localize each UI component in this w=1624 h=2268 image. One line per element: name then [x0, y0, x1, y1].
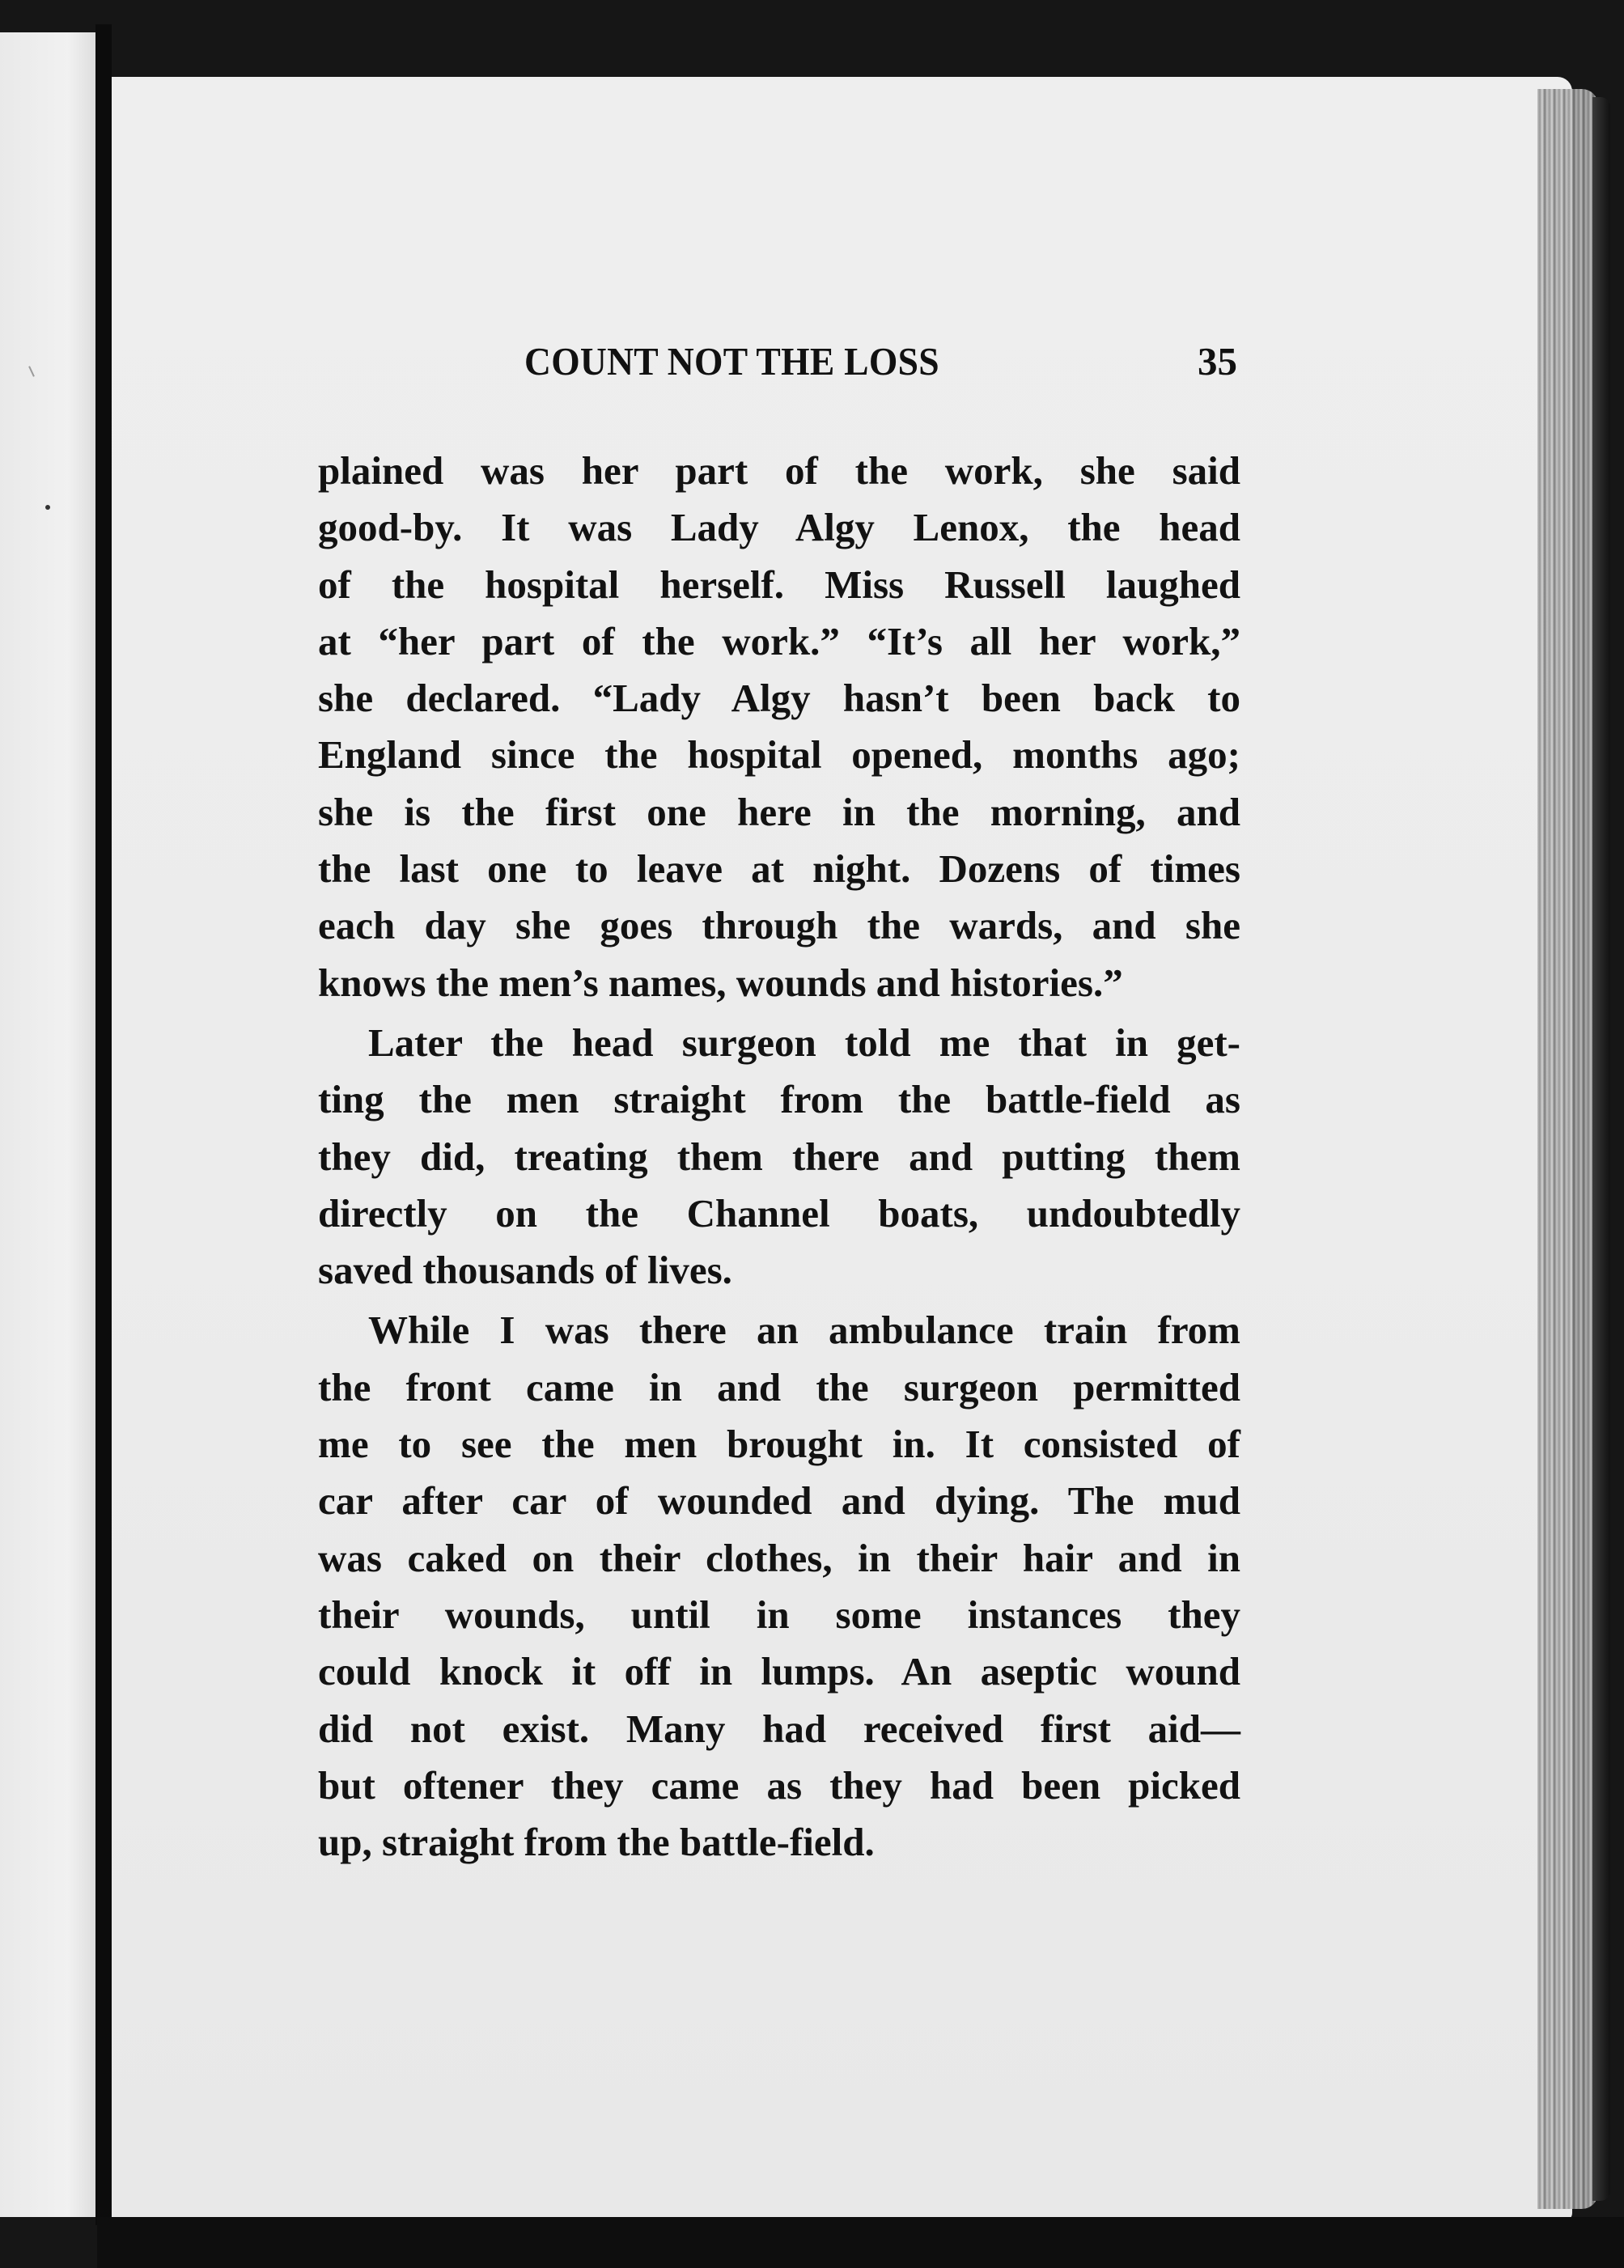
- text-line: did not exist. Many had received first aid—: [318, 1706, 1240, 1751]
- text-line: good-by. It was Lady Algy Lenox, the head: [318, 505, 1240, 550]
- page-block-edge: [1537, 89, 1598, 2209]
- text-line: they did, treating them there and putting them: [318, 1134, 1240, 1179]
- page-header: [524, 338, 1253, 395]
- text-line: ting the men straight from the battle-field as: [318, 1077, 1240, 1122]
- paragraph: [318, 1302, 1240, 1871]
- text-line: saved thousands of lives.: [318, 1248, 732, 1293]
- book-cover-edge: [1592, 97, 1610, 2201]
- text-line: was caked on their clothes, in their hair and in: [318, 1535, 1240, 1580]
- body-text: [318, 443, 1240, 1871]
- text-line: but oftener they came as they had been picked: [318, 1762, 1240, 1808]
- text-line: she declared. “Lady Algy hasn’t been back to: [318, 676, 1240, 721]
- text-line: of the hospital herself. Miss Russell laughed: [318, 562, 1240, 607]
- text-line: at “her part of the work.” “It’s all her work,”: [318, 618, 1240, 663]
- text-line: up, straight from the battle-field.: [318, 1820, 875, 1865]
- text-line: car after car of wounded and dying. The mud: [318, 1478, 1240, 1524]
- text-line: England since the hospital opened, months ago;: [318, 732, 1240, 778]
- book-gutter: [95, 24, 112, 2225]
- text-line: knows the men’s names, wounds and histories.”: [318, 960, 1123, 1005]
- text-line: directly on the Channel boats, undoubtedly: [318, 1190, 1240, 1236]
- scan-background-bottom: [97, 2217, 1624, 2268]
- paragraph: [318, 1015, 1240, 1299]
- facing-page-edge: [0, 32, 97, 2217]
- text-line: While I was there an ambulance train from: [368, 1308, 1240, 1353]
- text-line: the last one to leave at night. Dozens of times: [318, 846, 1240, 892]
- page-number: 35: [1198, 339, 1237, 384]
- text-line: their wounds, until in some instances they: [318, 1592, 1240, 1637]
- text-line: Later the head surgeon told me that in get-: [368, 1020, 1240, 1065]
- text-line: the front came in and the surgeon permitted: [318, 1364, 1240, 1410]
- text-line: me to see the men brought in. It consisted of: [318, 1422, 1240, 1467]
- running-head: COUNT NOT THE LOSS: [524, 339, 939, 384]
- scan-speck: [45, 505, 50, 510]
- text-line: each day she goes through the wards, and she: [318, 903, 1240, 948]
- paragraph: [318, 443, 1240, 1011]
- text-line: she is the first one here in the morning, and: [318, 789, 1240, 834]
- text-line: plained was her part of the work, she said: [318, 448, 1240, 493]
- text-line: could knock it off in lumps. An aseptic wound: [318, 1649, 1240, 1694]
